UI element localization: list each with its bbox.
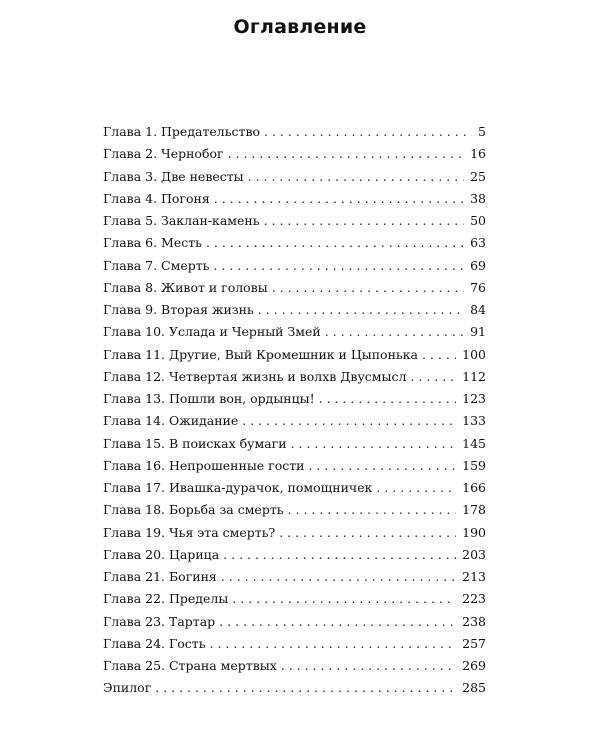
toc-entry-page: 269	[462, 658, 486, 673]
toc-entry	[103, 213, 486, 235]
toc-entry	[103, 569, 486, 591]
toc-dot-leader	[155, 680, 456, 695]
toc-entry-page: 178	[462, 502, 486, 518]
toc-entry-label: Глава 12. Четвертая жизнь и волхв Двусмысл	[103, 368, 407, 384]
toc-entry-page: 133	[462, 413, 486, 429]
toc-entry-label: Глава 19. Чья эта смерть?	[103, 524, 276, 540]
toc-entry-label: Глава 3. Две невесты	[103, 168, 244, 184]
toc-dot-leader	[410, 369, 456, 384]
toc-dot-leader	[319, 391, 457, 406]
toc-entry-label: Глава 23. Тартар	[103, 613, 216, 629]
toc-dot-leader	[214, 191, 464, 206]
toc-entry	[103, 658, 486, 680]
toc-dot-leader	[206, 235, 464, 250]
toc-entry-page: 63	[470, 235, 486, 251]
toc-entry	[103, 258, 486, 280]
toc-entry	[103, 169, 486, 191]
toc-entry	[103, 636, 486, 658]
toc-entry-label: Глава 22. Пределы	[103, 591, 229, 607]
toc-dot-leader	[258, 302, 464, 317]
toc-dot-leader	[228, 146, 465, 161]
page-title: Оглавление	[233, 16, 367, 38]
toc-entry	[103, 413, 486, 435]
toc-entry	[103, 235, 486, 257]
toc-dot-leader	[279, 525, 456, 540]
toc-entry-label: Глава 1. Предательство	[103, 124, 261, 139]
toc-entry-page: 100	[462, 346, 486, 362]
toc-dot-leader	[308, 458, 456, 473]
toc-dot-leader	[264, 213, 465, 228]
toc-entry-label: Глава 25. Страна мертвых	[103, 658, 277, 673]
toc-entry	[103, 391, 486, 413]
toc-entry-label: Глава 15. В поисках бумаги	[103, 435, 287, 451]
toc-dot-leader	[248, 169, 464, 184]
toc-entry	[103, 280, 486, 302]
toc-entry-label: Глава 16. Непрошенные гости	[103, 457, 305, 473]
toc-list	[103, 124, 486, 703]
toc-dot-leader	[223, 547, 456, 562]
toc-entry-label: Глава 18. Борьба за смерть	[103, 502, 284, 518]
toc-dot-leader	[242, 413, 456, 428]
toc-entry	[103, 680, 486, 702]
toc-entry-label: Глава 20. Царица	[103, 546, 220, 562]
toc-entry	[103, 436, 486, 458]
toc-entry-page: 38	[470, 190, 486, 206]
toc-entry-label: Глава 2. Чернобог	[103, 146, 224, 162]
toc-entry-label: Глава 13. Пошли вон, ордынцы!	[103, 391, 315, 406]
toc-entry	[103, 502, 486, 524]
toc-entry-page: 166	[462, 480, 486, 495]
toc-entry-page: 123	[462, 391, 486, 406]
toc-entry-page: 112	[462, 368, 486, 384]
toc-entry-page: 145	[462, 435, 486, 451]
toc-entry-label: Глава 6. Месть	[103, 235, 202, 251]
toc-entry	[103, 146, 486, 168]
toc-entry-label: Глава 11. Другие, Вый Кромешник и Цыпонька	[103, 346, 418, 362]
toc-dot-leader	[221, 569, 456, 584]
toc-entry-page: 91	[470, 324, 486, 340]
toc-entry-page: 69	[470, 257, 486, 273]
toc-entry-label: Глава 5. Заклан-камень	[103, 213, 260, 228]
toc-dot-leader	[281, 658, 456, 673]
toc-entry	[103, 480, 486, 502]
toc-dot-leader	[288, 502, 457, 517]
toc-entry-page: 223	[462, 591, 486, 607]
toc-entry-label: Эпилог	[103, 680, 152, 696]
toc-entry-page: 213	[462, 569, 486, 584]
toc-entry-label: Глава 21. Богиня	[103, 569, 217, 584]
toc-entry	[103, 614, 486, 636]
toc-entry	[103, 191, 486, 213]
toc-entry	[103, 369, 486, 391]
toc-entry-page: 50	[470, 213, 486, 228]
toc-entry-label: Глава 7. Смерть	[103, 257, 210, 273]
toc-entry-label: Глава 8. Живот и головы	[103, 279, 268, 295]
toc-entry-page: 203	[462, 546, 486, 562]
toc-dot-leader	[232, 591, 456, 606]
toc-entry	[103, 324, 486, 346]
toc-entry-label: Глава 14. Ожидание	[103, 413, 239, 429]
toc-entry	[103, 302, 486, 324]
toc-entry-page: 159	[462, 457, 486, 473]
toc-dot-leader	[272, 280, 464, 295]
toc-entry	[103, 458, 486, 480]
toc-entry-label: Глава 17. Ивашка-дурачок, помощничек	[103, 480, 373, 495]
toc-entry-page: 238	[462, 613, 486, 629]
toc-entry-page: 257	[462, 635, 486, 651]
toc-dot-leader	[422, 347, 456, 362]
toc-entry	[103, 347, 486, 369]
toc-entry-page: 76	[470, 279, 486, 295]
toc-dot-leader	[213, 258, 464, 273]
toc-dot-leader	[219, 614, 456, 629]
toc-entry	[103, 525, 486, 547]
toc-entry-page: 5	[478, 124, 486, 139]
toc-entry-page: 84	[470, 302, 486, 317]
toc-entry-page: 285	[462, 680, 486, 696]
toc-dot-leader	[325, 324, 464, 339]
toc-entry-label: Глава 4. Погоня	[103, 190, 210, 206]
toc-entry	[103, 124, 486, 146]
toc-dot-leader	[264, 124, 472, 139]
toc-dot-leader	[210, 636, 457, 651]
toc-entry-label: Глава 10. Услада и Черный Змей	[103, 324, 321, 340]
toc-entry-page: 16	[470, 146, 486, 162]
toc-dot-leader	[291, 436, 457, 451]
toc-entry-page: 25	[470, 168, 486, 184]
toc-entry-label: Глава 24. Гость	[103, 635, 206, 651]
toc-dot-leader	[376, 480, 456, 495]
toc-entry	[103, 591, 486, 613]
toc-entry-page: 190	[462, 524, 486, 540]
toc-entry-label: Глава 9. Вторая жизнь	[103, 302, 254, 317]
toc-entry	[103, 547, 486, 569]
